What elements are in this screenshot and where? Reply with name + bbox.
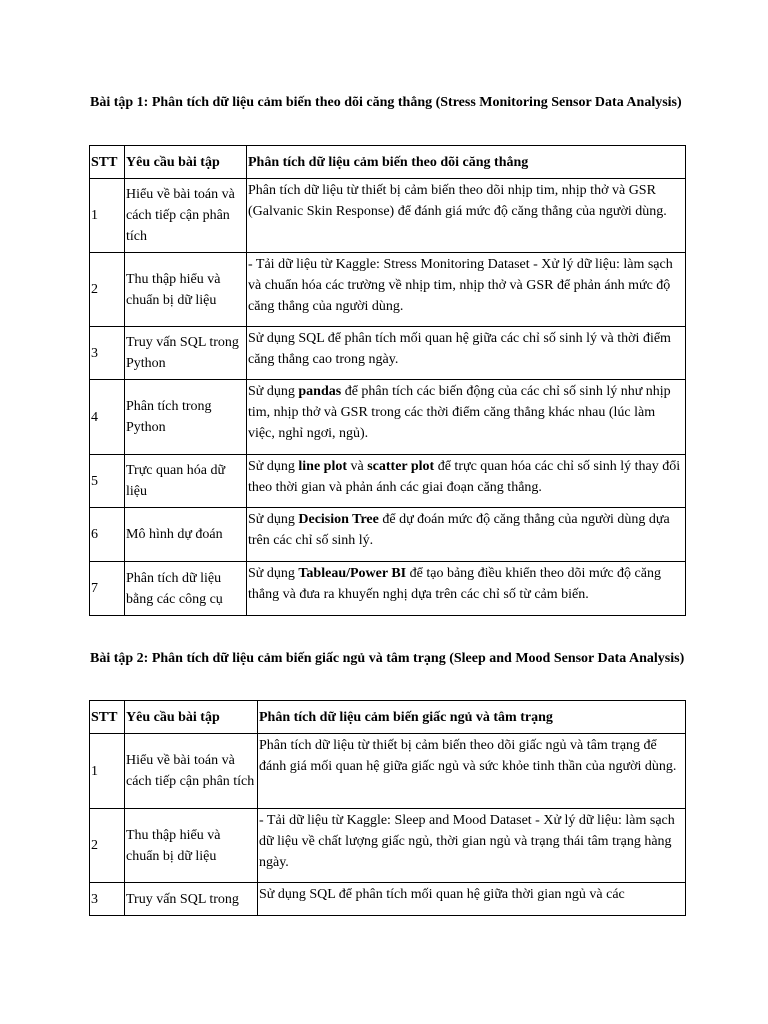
row-description xyxy=(247,455,686,508)
table-row xyxy=(90,562,686,616)
table-row xyxy=(90,734,686,809)
table-row xyxy=(90,883,686,916)
row-number: 1 xyxy=(90,179,125,253)
header-requirement: Yêu cầu bài tập xyxy=(125,701,258,734)
table-row xyxy=(90,455,686,508)
row-number: 2 xyxy=(90,809,125,883)
table-row xyxy=(90,253,686,327)
description-text: để phân tích các biến động của các chỉ số sinh lý như nhịp tim, nhịp thở và GSR trong các thời điểm căng thẳng khác nhau (lúc làm việc, nghỉ ngơi, ngủ). xyxy=(248,384,671,441)
bold-term: pandas xyxy=(298,384,342,399)
header-requirement: Yêu cầu bài tập xyxy=(125,146,247,179)
row-number: 7 xyxy=(90,562,125,616)
row-description xyxy=(247,380,686,455)
table-row xyxy=(90,380,686,455)
exercise2-table xyxy=(89,700,686,916)
row-number: 5 xyxy=(90,455,125,508)
table-row xyxy=(90,508,686,562)
row-requirement: Truy vấn SQL trong Python xyxy=(125,327,247,380)
row-requirement: Phân tích trong Python xyxy=(125,380,247,455)
row-requirement: Hiểu về bài toán và cách tiếp cận phân tích xyxy=(125,734,258,809)
header-description: Phân tích dữ liệu cảm biến theo dõi căng thẳng xyxy=(247,146,686,179)
row-number: 3 xyxy=(90,327,125,380)
row-number: 4 xyxy=(90,380,125,455)
table-header-row xyxy=(90,701,686,734)
description-text: Sử dụng xyxy=(248,384,299,399)
row-requirement: Hiểu về bài toán và cách tiếp cận phân tích xyxy=(125,179,247,253)
row-description xyxy=(247,327,686,380)
row-description xyxy=(247,508,686,562)
row-description xyxy=(258,809,686,883)
row-description xyxy=(258,883,686,916)
description-text: để tạo bảng điều khiển theo dõi mức độ căng thẳng và đưa ra khuyến nghị dựa trên các chỉ số từ cảm biến. xyxy=(248,566,661,602)
row-description xyxy=(247,562,686,616)
row-requirement: Truy vấn SQL trong xyxy=(125,883,258,916)
row-number: 6 xyxy=(90,508,125,562)
table-row xyxy=(90,327,686,380)
bold-term: Decision Tree xyxy=(298,512,379,527)
description-text: và xyxy=(347,459,368,474)
exercise1-title: Bài tập 1: Phân tích dữ liệu cảm biến theo dõi căng thẳng (Stress Monitoring Sensor Data Analysis) xyxy=(90,95,682,110)
description-text: - Tải dữ liệu từ Kaggle: Stress Monitoring Dataset - Xử lý dữ liệu: làm sạch và chuẩn hóa các trường về nhịp tim, nhịp thở và GSR để phản ánh mức độ căng thẳng của người dùng. xyxy=(248,257,673,314)
bold-term: Tableau/Power BI xyxy=(298,566,407,581)
row-number: 2 xyxy=(90,253,125,327)
row-description xyxy=(247,253,686,327)
bold-term: scatter plot xyxy=(367,459,435,474)
description-text: Sử dụng xyxy=(248,566,299,581)
row-number: 1 xyxy=(90,734,125,809)
description-text: Sử dụng SQL để phân tích mối quan hệ giữa các chỉ số sinh lý và thời điểm căng thẳng cao trong ngày. xyxy=(248,331,671,367)
description-text: Sử dụng SQL để phân tích mối quan hệ giữa thời gian ngủ và các xyxy=(259,887,625,902)
exercise2-title: Bài tập 2: Phân tích dữ liệu cảm biến giấc ngủ và tâm trạng (Sleep and Mood Sensor Data Analysis) xyxy=(90,651,685,666)
description-text: Phân tích dữ liệu từ thiết bị cảm biến theo dõi giấc ngủ và tâm trạng để đánh giá mối quan hệ giữa giấc ngủ và sức khỏe tinh thần của người dùng. xyxy=(259,738,677,774)
description-text: Sử dụng xyxy=(248,459,299,474)
row-number: 3 xyxy=(90,883,125,916)
exercise1-table xyxy=(89,145,686,616)
row-requirement: Mô hình dự đoán xyxy=(125,508,247,562)
description-text: Phân tích dữ liệu từ thiết bị cảm biến theo dõi nhịp tim, nhịp thở và GSR (Galvanic Skin Response) để đánh giá mức độ căng thẳng của người dùng. xyxy=(248,183,667,219)
row-requirement: Trực quan hóa dữ liệu xyxy=(125,455,247,508)
bold-term: line plot xyxy=(298,459,347,474)
header-stt: STT xyxy=(90,146,125,179)
row-requirement: Thu thập hiểu và chuẩn bị dữ liệu xyxy=(125,253,247,327)
header-stt: STT xyxy=(90,701,125,734)
description-text: Sử dụng xyxy=(248,512,299,527)
description-text: - Tải dữ liệu từ Kaggle: Sleep and Mood Dataset - Xử lý dữ liệu: làm sạch dữ liệu về chất lượng giấc ngủ, thời gian ngủ và trạng thái tâm trạng hàng ngày. xyxy=(259,813,675,870)
header-description: Phân tích dữ liệu cảm biến giấc ngủ và tâm trạng xyxy=(258,701,686,734)
description-text: để dự đoán mức độ căng thẳng của người dùng dựa trên các chỉ số sinh lý. xyxy=(248,512,670,548)
row-description xyxy=(247,179,686,253)
table-header-row xyxy=(90,146,686,179)
row-requirement: Phân tích dữ liệu bằng các công cụ xyxy=(125,562,247,616)
row-requirement: Thu thập hiểu và chuẩn bị dữ liệu xyxy=(125,809,258,883)
table-row xyxy=(90,179,686,253)
row-description xyxy=(258,734,686,809)
table-row xyxy=(90,809,686,883)
description-text: để trực quan hóa các chỉ số sinh lý thay đổi theo thời gian và phản ánh các giai đoạn căng thẳng. xyxy=(248,459,681,495)
